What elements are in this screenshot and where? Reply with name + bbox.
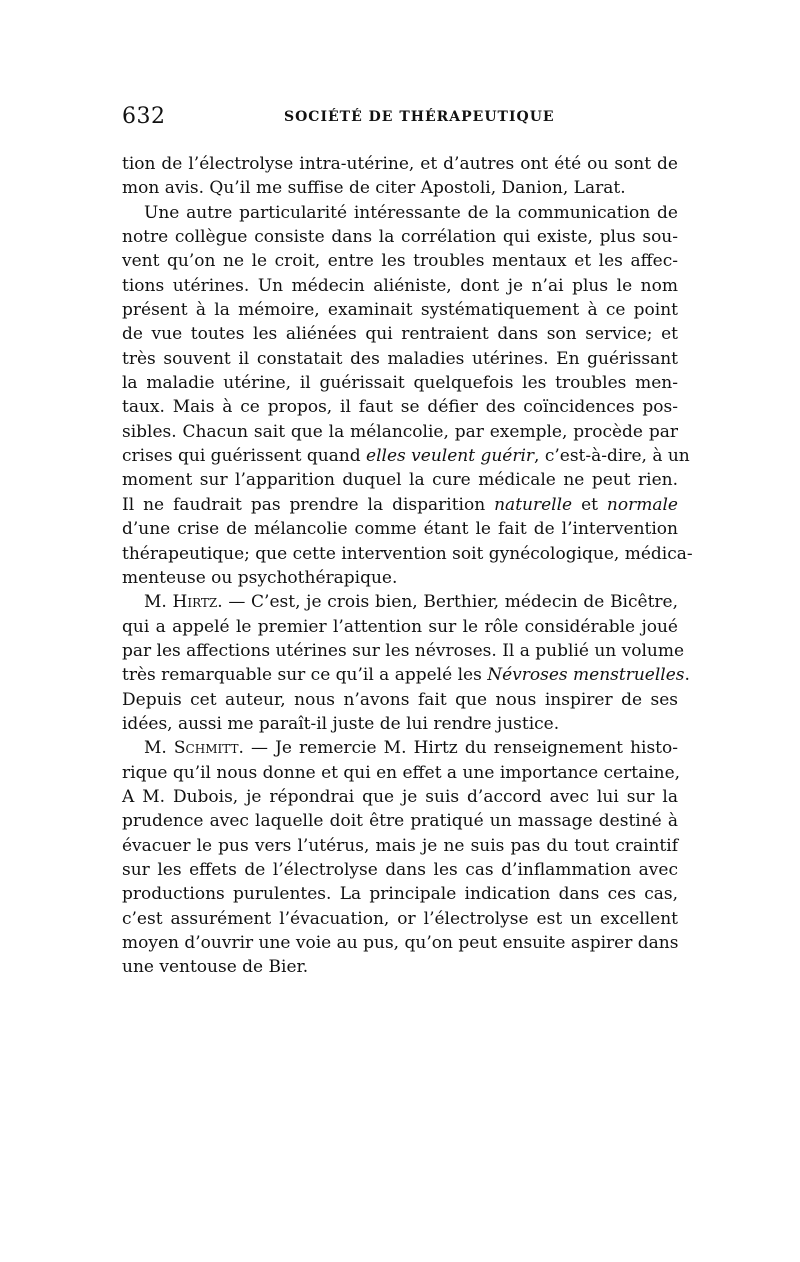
text-line: Depuis cet auteur, nous n’avons fait que nous inspirer de ses <box>122 689 678 710</box>
text-line: tions utérines. Un médecin aliéniste, dont je n’ai plus le nom <box>122 275 678 296</box>
text-line: idées, aussi me paraît-il juste de lui rendre justice. <box>122 713 560 734</box>
text-line: sibles. Chacun sait que la mélancolie, par exemple, procède par <box>122 421 678 442</box>
speaker-line <box>122 736 678 760</box>
italic-phrase: elles veulent guérir <box>366 446 535 467</box>
body-text <box>122 152 693 980</box>
text-line: évacuer le pus vers l’utérus, mais je ne suis pas du tout craintif <box>122 835 678 856</box>
speaker-name: M. Schmitt. <box>144 738 244 759</box>
text-line: sur les effets de l’électrolyse dans les cas d’inflammation avec <box>122 859 678 880</box>
text-run: . <box>684 665 690 686</box>
text-line: de vue toutes les aliénées qui rentraient dans son service; et <box>122 324 678 345</box>
text-line: par les affections utérines sur les névroses. Il a publié un volume <box>122 640 685 661</box>
text-run: — Je remercie M. Hirtz du renseignement histo- <box>243 738 678 759</box>
text-line: qui a appelé le premier l’attention sur le rôle considérable joué <box>122 616 678 637</box>
text-line: moment sur l’apparition duquel la cure médicale ne peut rien. <box>122 470 678 491</box>
paragraph-start-line: Une autre particularité intéressante de la communication de <box>144 202 678 223</box>
speaker-name: M. Hirtz. <box>144 592 223 613</box>
text-line: thérapeutique; que cette intervention soit gynécologique, médica- <box>122 543 693 564</box>
page-number: 632 <box>122 104 166 129</box>
text-line: très souvent il constatait des maladies utérines. En guérissant <box>122 348 678 369</box>
text-run: Il ne faudrait pas prendre la disparition <box>122 494 495 515</box>
text-line: taux. Mais à ce propos, il faut se défier des coïncidences pos- <box>122 397 678 418</box>
running-title: SOCIÉTÉ DE THÉRAPEUTIQUE <box>284 109 555 125</box>
text-line: vent qu’on ne le croit, entre les troubles mentaux et les affec- <box>122 251 678 272</box>
italic-word: naturelle <box>494 494 573 515</box>
text-line: notre collègue consiste dans la corrélation qui existe, plus sou- <box>122 227 678 248</box>
text-run: — C’est, je crois bien, Berthier, médecin de Bicêtre, <box>222 592 678 613</box>
italic-title: Névroses menstruelles <box>487 665 685 686</box>
text-line <box>122 663 690 687</box>
text-run: crises qui guérissent quand <box>122 446 367 467</box>
text-line: A M. Dubois, je répondrai que je suis d’accord avec lui sur la <box>122 786 678 807</box>
text-line: d’une crise de mélancolie comme étant le fait de l’intervention <box>122 519 678 540</box>
text-line: c’est assurément l’évacuation, or l’électrolyse est un excellent <box>122 908 678 929</box>
text-line: mon avis. Qu’il me suffise de citer Apostoli, Danion, Larat. <box>122 178 626 199</box>
text-line: présent à la mémoire, examinait systématiquement à ce point <box>122 300 678 321</box>
text-line: tion de l’électrolyse intra-utérine, et d’autres ont été ou sont de <box>122 154 678 174</box>
text-line: prudence avec laquelle doit être pratiqué un massage destiné à <box>122 811 678 832</box>
text-run: et <box>572 494 607 515</box>
text-line <box>122 493 678 517</box>
text-run: très remarquable sur ce qu’il a appelé les <box>122 665 488 686</box>
italic-word: normale <box>606 494 678 515</box>
text-line <box>122 444 690 468</box>
page-header <box>122 104 682 134</box>
text-line: rique qu’il nous donne et qui en effet a une importance certaine, <box>122 762 681 783</box>
text-line: moyen d’ouvrir une voie au pus, qu’on peut ensuite aspirer dans <box>122 933 679 953</box>
text-line: la maladie utérine, il guérissait quelquefois les troubles men- <box>122 373 678 394</box>
text-line: productions purulentes. La principale indication dans ces cas, <box>122 884 678 905</box>
speaker-line <box>122 590 678 614</box>
text-run: , c’est-à-dire, à un <box>534 446 690 467</box>
text-line: menteuse ou psychothérapique. <box>122 567 398 588</box>
text-line: une ventouse de Bier. <box>122 957 309 978</box>
